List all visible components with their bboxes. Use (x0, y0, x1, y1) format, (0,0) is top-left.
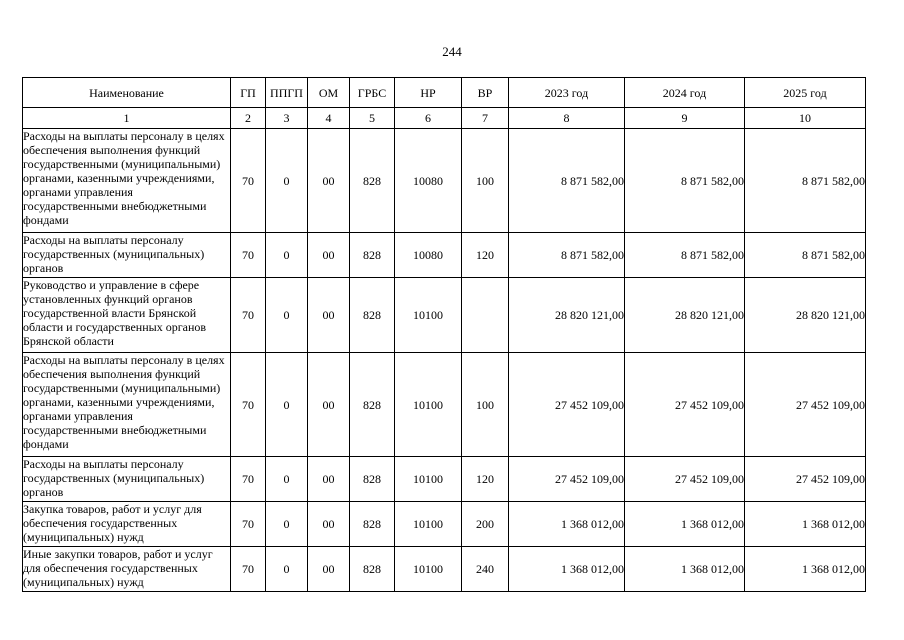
table-row (23, 233, 866, 278)
row-amount-2025: 27 452 109,00 (745, 457, 866, 502)
row-grbs: 828 (350, 502, 395, 547)
row-om: 00 (308, 233, 350, 278)
header-nr: НР (395, 78, 462, 108)
row-name: Расходы на выплаты персоналу государственных (муниципальных) органов (23, 457, 231, 502)
table-row (23, 278, 866, 353)
row-amount-2025: 1 368 012,00 (745, 502, 866, 547)
row-ppgp: 0 (266, 457, 308, 502)
row-ppgp: 0 (266, 278, 308, 353)
row-amount-2023: 1 368 012,00 (509, 547, 625, 592)
row-amount-2024: 8 871 582,00 (625, 129, 745, 233)
row-vr: 120 (462, 457, 509, 502)
row-name: Расходы на выплаты персоналу государственных (муниципальных) органов (23, 233, 231, 278)
row-gp: 70 (231, 457, 266, 502)
row-name: Иные закупки товаров, работ и услуг для обеспечения государственных (муниципальных) нужд (23, 547, 231, 592)
header-vr: ВР (462, 78, 509, 108)
header-grbs: ГРБС (350, 78, 395, 108)
row-amount-2024: 8 871 582,00 (625, 233, 745, 278)
header-ppgp: ППГП (266, 78, 308, 108)
row-amount-2025: 28 820 121,00 (745, 278, 866, 353)
header-2025: 2025 год (745, 78, 866, 108)
row-gp: 70 (231, 233, 266, 278)
row-nr: 10100 (395, 457, 462, 502)
column-number: 5 (350, 108, 395, 129)
column-number: 2 (231, 108, 266, 129)
row-vr: 100 (462, 353, 509, 457)
row-vr: 100 (462, 129, 509, 233)
row-grbs: 828 (350, 457, 395, 502)
row-om: 00 (308, 547, 350, 592)
row-nr: 10100 (395, 547, 462, 592)
header-2024: 2024 год (625, 78, 745, 108)
row-amount-2024: 27 452 109,00 (625, 353, 745, 457)
row-amount-2025: 8 871 582,00 (745, 233, 866, 278)
row-om: 00 (308, 502, 350, 547)
row-amount-2024: 1 368 012,00 (625, 547, 745, 592)
row-name: Расходы на выплаты персоналу в целях обеспечения выполнения функций государственными (муниципальными) органами, казенными учреждениями, органами управления государственными внебюджетными фондами (23, 353, 231, 457)
row-om: 00 (308, 353, 350, 457)
row-nr: 10100 (395, 278, 462, 353)
row-vr: 120 (462, 233, 509, 278)
row-ppgp: 0 (266, 547, 308, 592)
column-number: 8 (509, 108, 625, 129)
row-vr: 240 (462, 547, 509, 592)
column-number: 10 (745, 108, 866, 129)
table-row (23, 547, 866, 592)
header-om: ОМ (308, 78, 350, 108)
table-row (23, 502, 866, 547)
table-row (23, 457, 866, 502)
row-nr: 10100 (395, 502, 462, 547)
row-gp: 70 (231, 278, 266, 353)
row-gp: 70 (231, 353, 266, 457)
row-amount-2025: 8 871 582,00 (745, 129, 866, 233)
row-amount-2024: 27 452 109,00 (625, 457, 745, 502)
row-gp: 70 (231, 502, 266, 547)
column-number: 4 (308, 108, 350, 129)
row-nr: 10080 (395, 233, 462, 278)
row-name: Закупка товаров, работ и услуг для обеспечения государственных (муниципальных) нужд (23, 502, 231, 547)
row-om: 00 (308, 129, 350, 233)
row-amount-2023: 27 452 109,00 (509, 457, 625, 502)
row-gp: 70 (231, 129, 266, 233)
row-nr: 10080 (395, 129, 462, 233)
row-amount-2023: 28 820 121,00 (509, 278, 625, 353)
row-grbs: 828 (350, 353, 395, 457)
page-number: 244 (442, 44, 462, 59)
column-number: 1 (23, 108, 231, 129)
table-row (23, 353, 866, 457)
row-amount-2023: 27 452 109,00 (509, 353, 625, 457)
row-amount-2023: 1 368 012,00 (509, 502, 625, 547)
header-row (23, 78, 866, 108)
row-om: 00 (308, 278, 350, 353)
row-amount-2025: 1 368 012,00 (745, 547, 866, 592)
row-amount-2025: 27 452 109,00 (745, 353, 866, 457)
budget-table (22, 77, 866, 592)
row-amount-2023: 8 871 582,00 (509, 129, 625, 233)
table-row (23, 129, 866, 233)
column-number: 3 (266, 108, 308, 129)
column-number: 9 (625, 108, 745, 129)
header-2023: 2023 год (509, 78, 625, 108)
row-vr: 200 (462, 502, 509, 547)
row-grbs: 828 (350, 278, 395, 353)
row-amount-2024: 28 820 121,00 (625, 278, 745, 353)
row-om: 00 (308, 457, 350, 502)
column-number-row (23, 108, 866, 129)
row-name: Расходы на выплаты персоналу в целях обеспечения выполнения функций государственными (муниципальными) органами, казенными учреждениями, органами управления государственными внебюджетными фондами (23, 129, 231, 233)
row-name: Руководство и управление в сфере установленных функций органов государственной власти Брянской области и государственных органов Брянской области (23, 278, 231, 353)
column-number: 7 (462, 108, 509, 129)
row-amount-2023: 8 871 582,00 (509, 233, 625, 278)
header-name: Наименование (23, 78, 231, 108)
row-vr (462, 278, 509, 353)
row-nr: 10100 (395, 353, 462, 457)
row-grbs: 828 (350, 233, 395, 278)
row-ppgp: 0 (266, 353, 308, 457)
row-gp: 70 (231, 547, 266, 592)
column-number: 6 (395, 108, 462, 129)
header-gp: ГП (231, 78, 266, 108)
row-ppgp: 0 (266, 129, 308, 233)
row-ppgp: 0 (266, 502, 308, 547)
row-grbs: 828 (350, 547, 395, 592)
row-ppgp: 0 (266, 233, 308, 278)
row-grbs: 828 (350, 129, 395, 233)
row-amount-2024: 1 368 012,00 (625, 502, 745, 547)
